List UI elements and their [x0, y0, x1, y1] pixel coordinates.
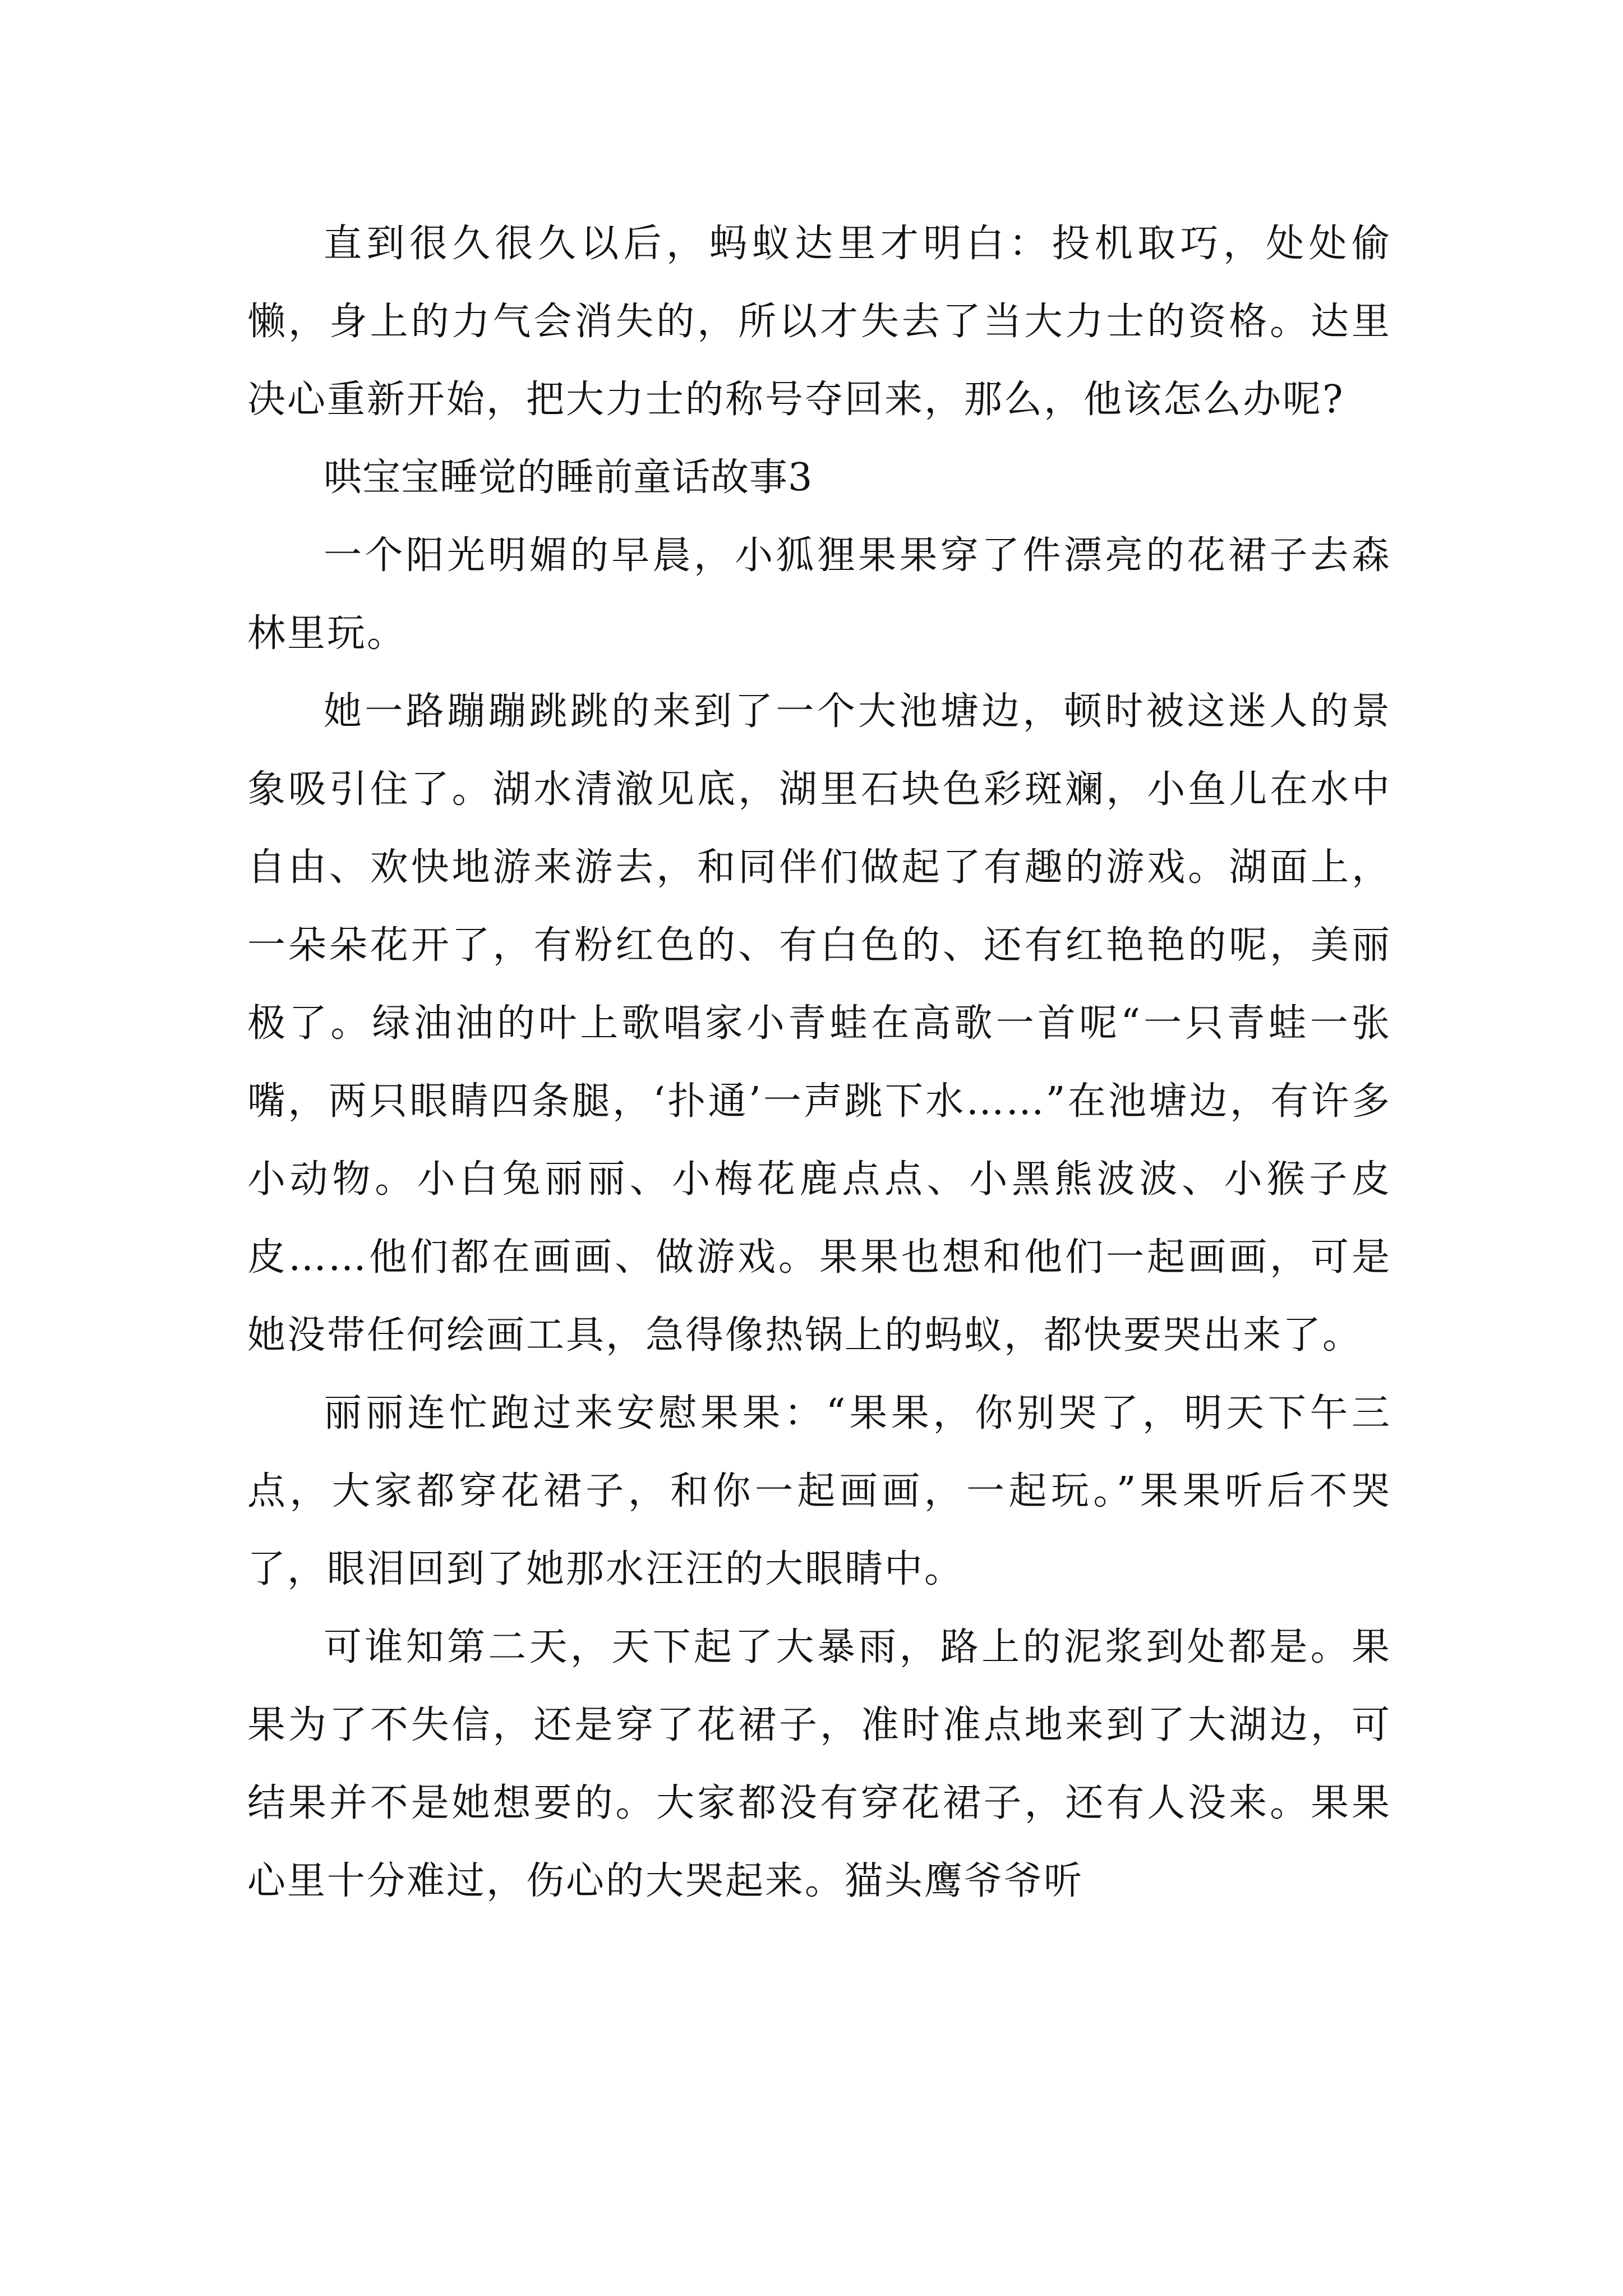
paragraph-3: 她一路蹦蹦跳跳的来到了一个大池塘边，顿时被这迷人的景象吸引住了。湖水清澈见底，湖里石块色彩斑斓，小鱼儿在水中自由、欢快地游来游去，和同伴们做起了有趣的游戏。湖面上，一朵朵花开了，有粉红色的、有白色的、还有红艳艳的呢，美丽极了。绿油油的叶上歌唱家小青蛙在高歌一首呢“一只青蛙一张嘴，两只眼睛四条腿，‘扑通’一声跳下水……”在池塘边，有许多小动物。小白兔丽丽、小梅花鹿点点、小黑熊波波、小猴子皮皮……他们都在画画、做游戏。果果也想和他们一起画画，可是她没带任何绘画工具，急得像热锅上的蚂蚁，都快要哭出来了。: [247, 689, 1391, 1358]
document-body: [247, 205, 1391, 1920]
paragraph-1: 直到很久很久以后，蚂蚁达里才明白：投机取巧，处处偷懒，身上的力气会消失的，所以才失去了当大力士的资格。达里决心重新开始，把大力士的称号夺回来，那么，他该怎么办呢?: [247, 222, 1391, 422]
paragraph-5: 可谁知第二天，天下起了大暴雨，路上的泥浆到处都是。果果为了不失信，还是穿了花裙子，准时准点地来到了大湖边，可结果并不是她想要的。大家都没有穿花裙子，还有人没来。果果心里十分难过，伤心的大哭起来。猫头鹰爷爷听: [247, 1625, 1391, 1903]
paragraph-4: 丽丽连忙跑过来安慰果果：“果果，你别哭了，明天下午三点，大家都穿花裙子，和你一起画画，一起玩。”果果听后不哭了，眼泪回到了她那水汪汪的大眼睛中。: [247, 1391, 1391, 1591]
paragraph-2: 一个阳光明媚的早晨，小狐狸果果穿了件漂亮的花裙子去森林里玩。: [247, 533, 1391, 656]
story-heading: 哄宝宝睡觉的睡前童话故事3: [324, 455, 813, 500]
